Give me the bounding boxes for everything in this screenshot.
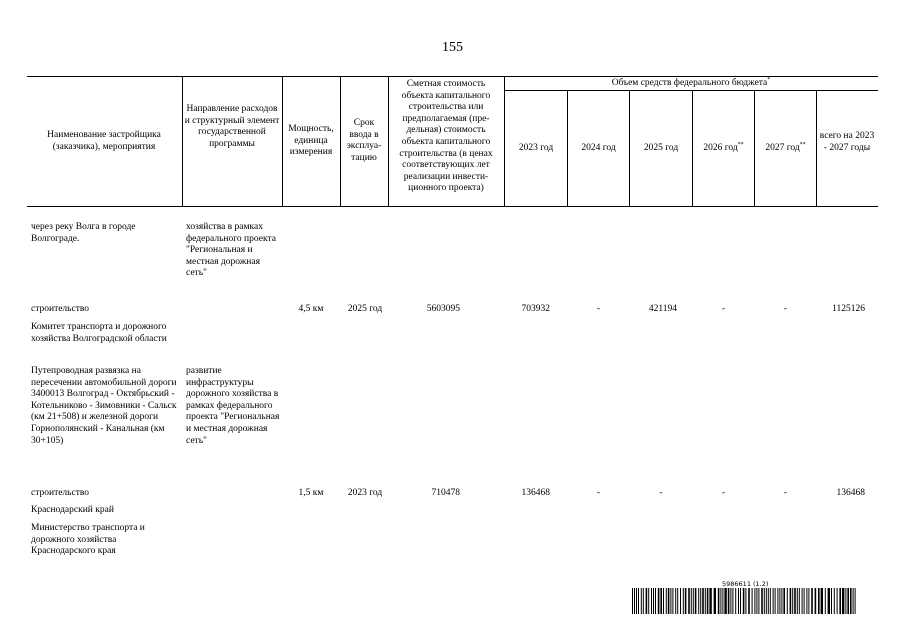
header-year-2024	[568, 143, 629, 155]
row-value-2024: -	[596, 304, 601, 314]
year-footnote: **	[737, 141, 744, 148]
barcode-bar	[646, 588, 648, 614]
row-term: 2023 год	[347, 488, 383, 498]
barcode-bar	[837, 588, 838, 614]
barcode-bar	[842, 588, 844, 614]
barcode-bar	[766, 588, 767, 614]
barcode-bar	[702, 588, 704, 614]
barcode-bar	[643, 588, 644, 614]
barcode-bar	[732, 588, 733, 614]
barcode-bar	[845, 588, 846, 614]
barcode-bar	[658, 588, 660, 614]
column-divider	[282, 76, 283, 206]
barcode-bar	[740, 588, 741, 614]
column-divider	[340, 76, 341, 206]
row-capacity: 1,5 км	[298, 488, 324, 498]
barcode-bar	[691, 588, 692, 614]
header-year-2023	[505, 143, 567, 155]
barcode-bar	[773, 588, 774, 614]
barcode-bar	[677, 588, 678, 614]
row-value-2024: -	[596, 488, 601, 498]
barcode-bar	[672, 588, 673, 614]
barcode-bar	[707, 588, 709, 614]
barcode-bar	[756, 588, 757, 614]
header-budget-group	[506, 78, 876, 90]
header-year-2026	[693, 143, 754, 155]
barcode-bar	[720, 588, 721, 614]
barcode-bar	[839, 588, 841, 614]
row-value-2027: -	[783, 304, 788, 314]
barcode-bar	[670, 588, 671, 614]
barcode-bar	[698, 588, 699, 614]
barcode-bar	[648, 588, 649, 614]
barcode-bar	[660, 588, 662, 614]
barcode-bar	[818, 588, 820, 614]
barcode-bar	[825, 588, 826, 614]
barcode-bar	[688, 588, 690, 614]
row-cost: 5603095	[426, 304, 460, 314]
year-label: 2026 год	[703, 143, 738, 153]
barcode-bar	[651, 588, 652, 614]
table-header-bottom-border	[27, 206, 878, 207]
barcode-bar	[790, 588, 792, 614]
barcode-bar	[724, 588, 726, 614]
header-name: Наименование застройщика (заказчика), мероприятия	[47, 130, 161, 152]
barcode-bar	[685, 588, 687, 614]
row-name: Краснодарский край	[31, 505, 114, 515]
budget-subheader-line	[504, 90, 878, 91]
barcode-bar	[709, 588, 711, 614]
row-name: строительство	[31, 304, 90, 314]
barcode-bar	[754, 588, 755, 614]
barcode-bar	[632, 588, 633, 614]
row-name: строительство	[31, 488, 90, 498]
barcode-bar	[834, 588, 835, 614]
barcode-bar	[663, 588, 664, 614]
row-value-2025: 421194	[648, 304, 677, 314]
barcode-bar	[752, 588, 753, 614]
row-cost: 710478	[431, 488, 460, 498]
row-name: Путепроводная развязка на пересечении автомобильной дороги 3400013 Волгоград - Октябрьский - Котельниково - Зимовники - Сальск (км 21+508) и железной дороги Горнополянский - Канальная (км 30+105)	[31, 366, 177, 446]
barcode-bar	[634, 588, 635, 614]
header-cost: Сметная стоимость объекта капитального строительства или предполагаемая (пре-дельная) стоимость объекта капитального строительства (в ценах соответствующих лет реализации инвести-ционного проекта)	[399, 79, 493, 194]
barcode-bar	[768, 588, 769, 614]
barcode-bar	[636, 588, 637, 614]
row-name: Министерство транспорта и дорожного хозяйства Краснодарского края	[31, 523, 145, 557]
barcode-bar	[675, 588, 676, 614]
budget-group-label: Объем средств федерального бюджета	[611, 78, 768, 88]
row-value-total: 1125126	[832, 304, 865, 314]
barcode-bar	[641, 588, 642, 614]
row-capacity: 4,5 км	[298, 304, 324, 314]
barcode-bar	[815, 588, 817, 614]
year-footnote: **	[799, 141, 806, 148]
row-value-2023: 703932	[521, 304, 550, 314]
barcode-bar	[748, 588, 750, 614]
barcode-bar	[668, 588, 670, 614]
header-term: Срок ввода в эксплуа-тацию	[346, 118, 382, 163]
page-number: 155	[442, 40, 463, 55]
barcode-bar	[821, 588, 823, 614]
barcode-bar	[695, 588, 697, 614]
barcode-bar	[799, 588, 800, 614]
year-label: 2023 год	[518, 143, 554, 153]
table-top-border	[27, 76, 878, 77]
header-year-2027	[755, 143, 816, 155]
barcode-bar	[811, 588, 813, 614]
year-label: 2027 год	[765, 143, 800, 153]
column-divider	[504, 76, 505, 206]
header-total: всего на 2023 - 2027 годы	[819, 131, 875, 153]
barcode-bar	[743, 588, 745, 614]
barcode-bar	[705, 588, 706, 614]
barcode-bar	[775, 588, 776, 614]
barcode-bar	[745, 588, 746, 614]
row-direction: хозяйства в рамках федерального проекта "Региональная и местная дорожная сеть"	[186, 222, 276, 279]
barcode-bar	[806, 588, 807, 614]
barcode-bar	[638, 588, 639, 614]
barcode-bar	[831, 588, 832, 614]
year-label: 2025 год	[643, 143, 679, 153]
barcode-bar	[828, 588, 830, 614]
barcode-bar	[764, 588, 765, 614]
row-direction: развитие инфраструктуры дорожного хозяйства в рамках федерального проекта "Региональная и местная дорожная сеть"	[186, 366, 280, 446]
barcode-bar	[680, 588, 681, 614]
barcode-bar	[777, 588, 778, 614]
column-divider	[816, 90, 817, 206]
barcode-bar	[758, 588, 759, 614]
barcode-bar	[735, 588, 736, 614]
barcode-bar	[797, 588, 798, 614]
barcode-bar	[700, 588, 701, 614]
barcode-bar	[738, 588, 739, 614]
year-label: 2024 год	[581, 143, 616, 153]
barcode-bar	[693, 588, 694, 614]
barcode-bar	[683, 588, 684, 614]
barcode-bar	[792, 588, 793, 614]
barcode-bar	[718, 588, 720, 614]
barcode-bar	[779, 588, 780, 614]
barcode-bar	[853, 588, 854, 614]
row-name: Комитет транспорта и дорожного хозяйства Волгоградской области	[31, 322, 167, 344]
column-divider	[388, 76, 389, 206]
barcode-bar	[722, 588, 723, 614]
barcode-bar	[666, 588, 667, 614]
barcode-bar	[808, 588, 809, 614]
row-term: 2025 год	[347, 304, 383, 314]
barcode-bar	[730, 588, 731, 614]
barcode-bar	[794, 588, 796, 614]
header-capacity: Мощность, единица измерения	[288, 124, 334, 158]
row-value-2026: -	[721, 304, 726, 314]
header-direction: Направление расходов и структурный элемент государственной программы	[184, 104, 280, 149]
barcode-bar	[783, 588, 785, 614]
barcode-bar	[653, 588, 654, 614]
barcode-label: 5986611 (1.2)	[722, 580, 769, 588]
barcode-bar	[781, 588, 782, 614]
barcode-bar	[802, 588, 803, 614]
header-year-2025	[630, 143, 692, 155]
barcode-bar	[770, 588, 771, 614]
row-value-2027: -	[783, 488, 788, 498]
column-divider	[182, 76, 183, 206]
row-value-total: 136468	[836, 488, 865, 498]
row-value-2025: -	[659, 488, 663, 498]
budget-group-footnote: *	[767, 76, 771, 83]
barcode-bar	[804, 588, 805, 614]
barcode-bar	[714, 588, 716, 614]
row-value-2023: 136468	[521, 488, 550, 498]
barcode-bar	[787, 588, 788, 614]
barcode-bar	[728, 588, 730, 614]
barcode-bar	[847, 588, 849, 614]
barcode-bar	[850, 588, 852, 614]
barcode	[632, 588, 858, 614]
barcode-bar	[761, 588, 763, 614]
barcode-bar	[655, 588, 656, 614]
row-value-2026: -	[721, 488, 726, 498]
barcode-bar	[855, 588, 856, 614]
row-name: через реку Волга в городе Волгограде.	[31, 222, 136, 244]
